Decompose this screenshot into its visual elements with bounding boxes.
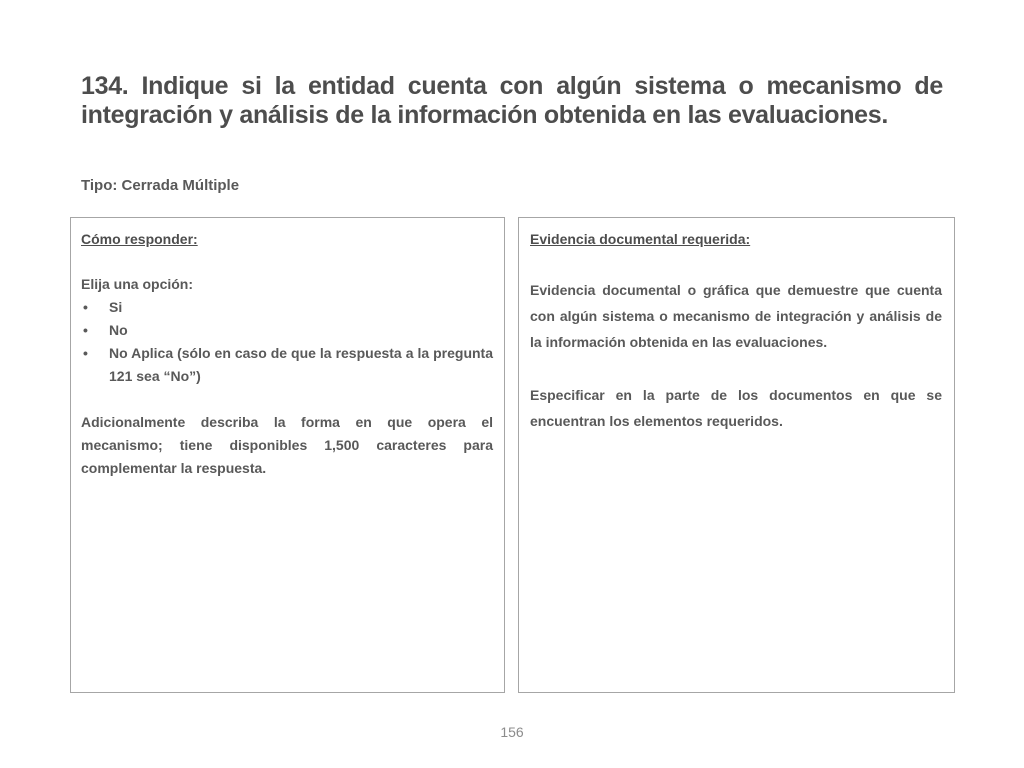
answer-option-si (81, 296, 493, 319)
answer-option-label: No Aplica (sólo en caso de que la respuesta a la pregunta 121 sea “No”) (109, 345, 493, 384)
answer-options-list (81, 296, 493, 388)
bullet-icon: • (83, 345, 88, 361)
question-type: Tipo: Cerrada Múltiple (81, 177, 240, 194)
instruction-text: Elija una opción: (81, 276, 194, 292)
spacer (81, 388, 493, 411)
bullet-icon: • (83, 299, 88, 315)
bullet-icon: • (83, 322, 88, 338)
required-evidence-panel (518, 217, 955, 693)
answer-option-label: Si (109, 299, 123, 315)
evidence-specification: Especificar en la parte de los documentos en que se encuentran los elementos requeridos. (530, 387, 942, 429)
spacer (530, 250, 942, 277)
page-number: 156 (500, 724, 524, 740)
answer-option-no (81, 319, 493, 342)
spacer (81, 250, 493, 273)
spacer (530, 355, 942, 382)
question-title: 134. Indique si la entidad cuenta con algún sistema o mecanismo de integración y análisis de la información obtenida en las evaluaciones. (81, 72, 943, 129)
evidence-description: Evidencia documental o gráfica que demuestre que cuenta con algún sistema o mecanismo de integración y análisis de la información obtenida en las evaluaciones. (530, 282, 942, 350)
required-evidence-heading: Evidencia documental requerida: (530, 231, 751, 247)
answer-option-label: No (109, 322, 128, 338)
additional-instructions: Adicionalmente describa la forma en que opera el mecanismo; tiene disponibles 1,500 caracteres para complementar la respuesta. (81, 414, 493, 476)
answer-option-no-aplica (81, 342, 493, 388)
how-to-answer-heading: Cómo responder: (81, 231, 198, 247)
how-to-answer-panel (70, 217, 505, 693)
